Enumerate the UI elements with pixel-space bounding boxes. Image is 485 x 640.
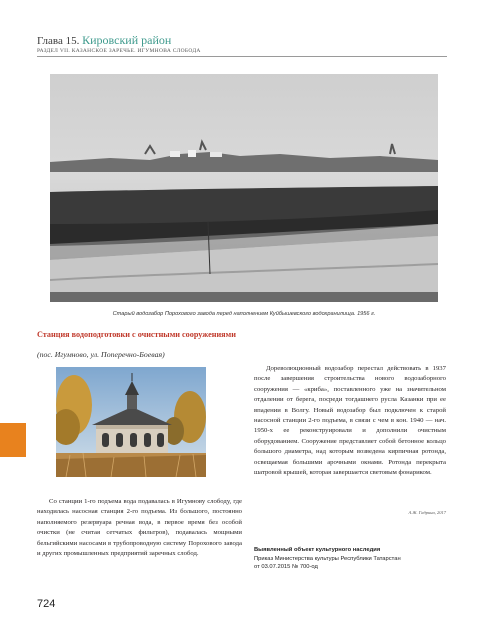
chapter-label: Глава 15. [37,35,80,47]
heritage-title: Выявленный объект культурного наследия [254,547,381,553]
chapter-title: Кировский район [82,33,172,47]
chapter-tab-marker [0,423,26,457]
right-paragraph: Дореволюционный водозабор перестал действовать в 1937 после завершения строительства нового водозаборного сооружения — «криба», поставленного уже на значительном отдалении от берега, посреди тогдашнего русла Казанки при ее впадении в Волгу. Новый водозабор был подключен к старой насосной станции 2-го подъема, в связи с чем в кон. 1940 — нач. 1950-х ее реконструировали и дополнили очистным оборудованием. Сооружение представляет собой бетонное кольцо большого диаметра, над которым возведена кирпичная ротонда, освещаемая большими арочными окнами. Ротонда перекрыта шатровой крышей, которая завершается световым фонариком. [254,365,446,477]
chapter-header [37,33,171,48]
photo-credit: А.Ж. Гадрина, 2017 [408,510,446,515]
historic-river-photo [50,74,438,302]
left-column-text [37,497,242,559]
object-address: (пос. Игумново, ул. Поперечно-Боевая) [37,350,165,359]
photo-caption: Старый водозабор Порохового завода перед наполнением Куйбышевского водохранилища. 1956 г. [112,311,376,317]
heritage-line-2: от 03.07.2015 № 700-од [254,564,318,570]
rotunda-photo [56,367,206,477]
left-paragraph: Со станции 1-го подъема вода подавалась в Игумнову слободу, где находилась насосная станция 2-го подъема. Из большого, постоянно наполняемого резервуара речная вода, в первое время без особой очистки (не считая сетчатых фильтров), подавалась мощными бельгийскими насосами в трубопроводную систему Порохового завода и других промышленных предприятий заречных слобод. [37,498,242,558]
section-header: РАЗДЕЛ VII. КАЗАНСКОЕ ЗАРЕЧЬЕ. ИГУМНОВА СЛОБОДА [37,48,201,54]
object-title: Станция водоподготовки с очистными сооружениями [37,330,236,339]
heritage-note [254,546,454,572]
header-divider [37,56,447,57]
heritage-line-1: Приказ Министерства культуры Республики Татарстан [254,555,401,562]
right-column-text [254,364,446,478]
page-number: 724 [37,598,56,610]
